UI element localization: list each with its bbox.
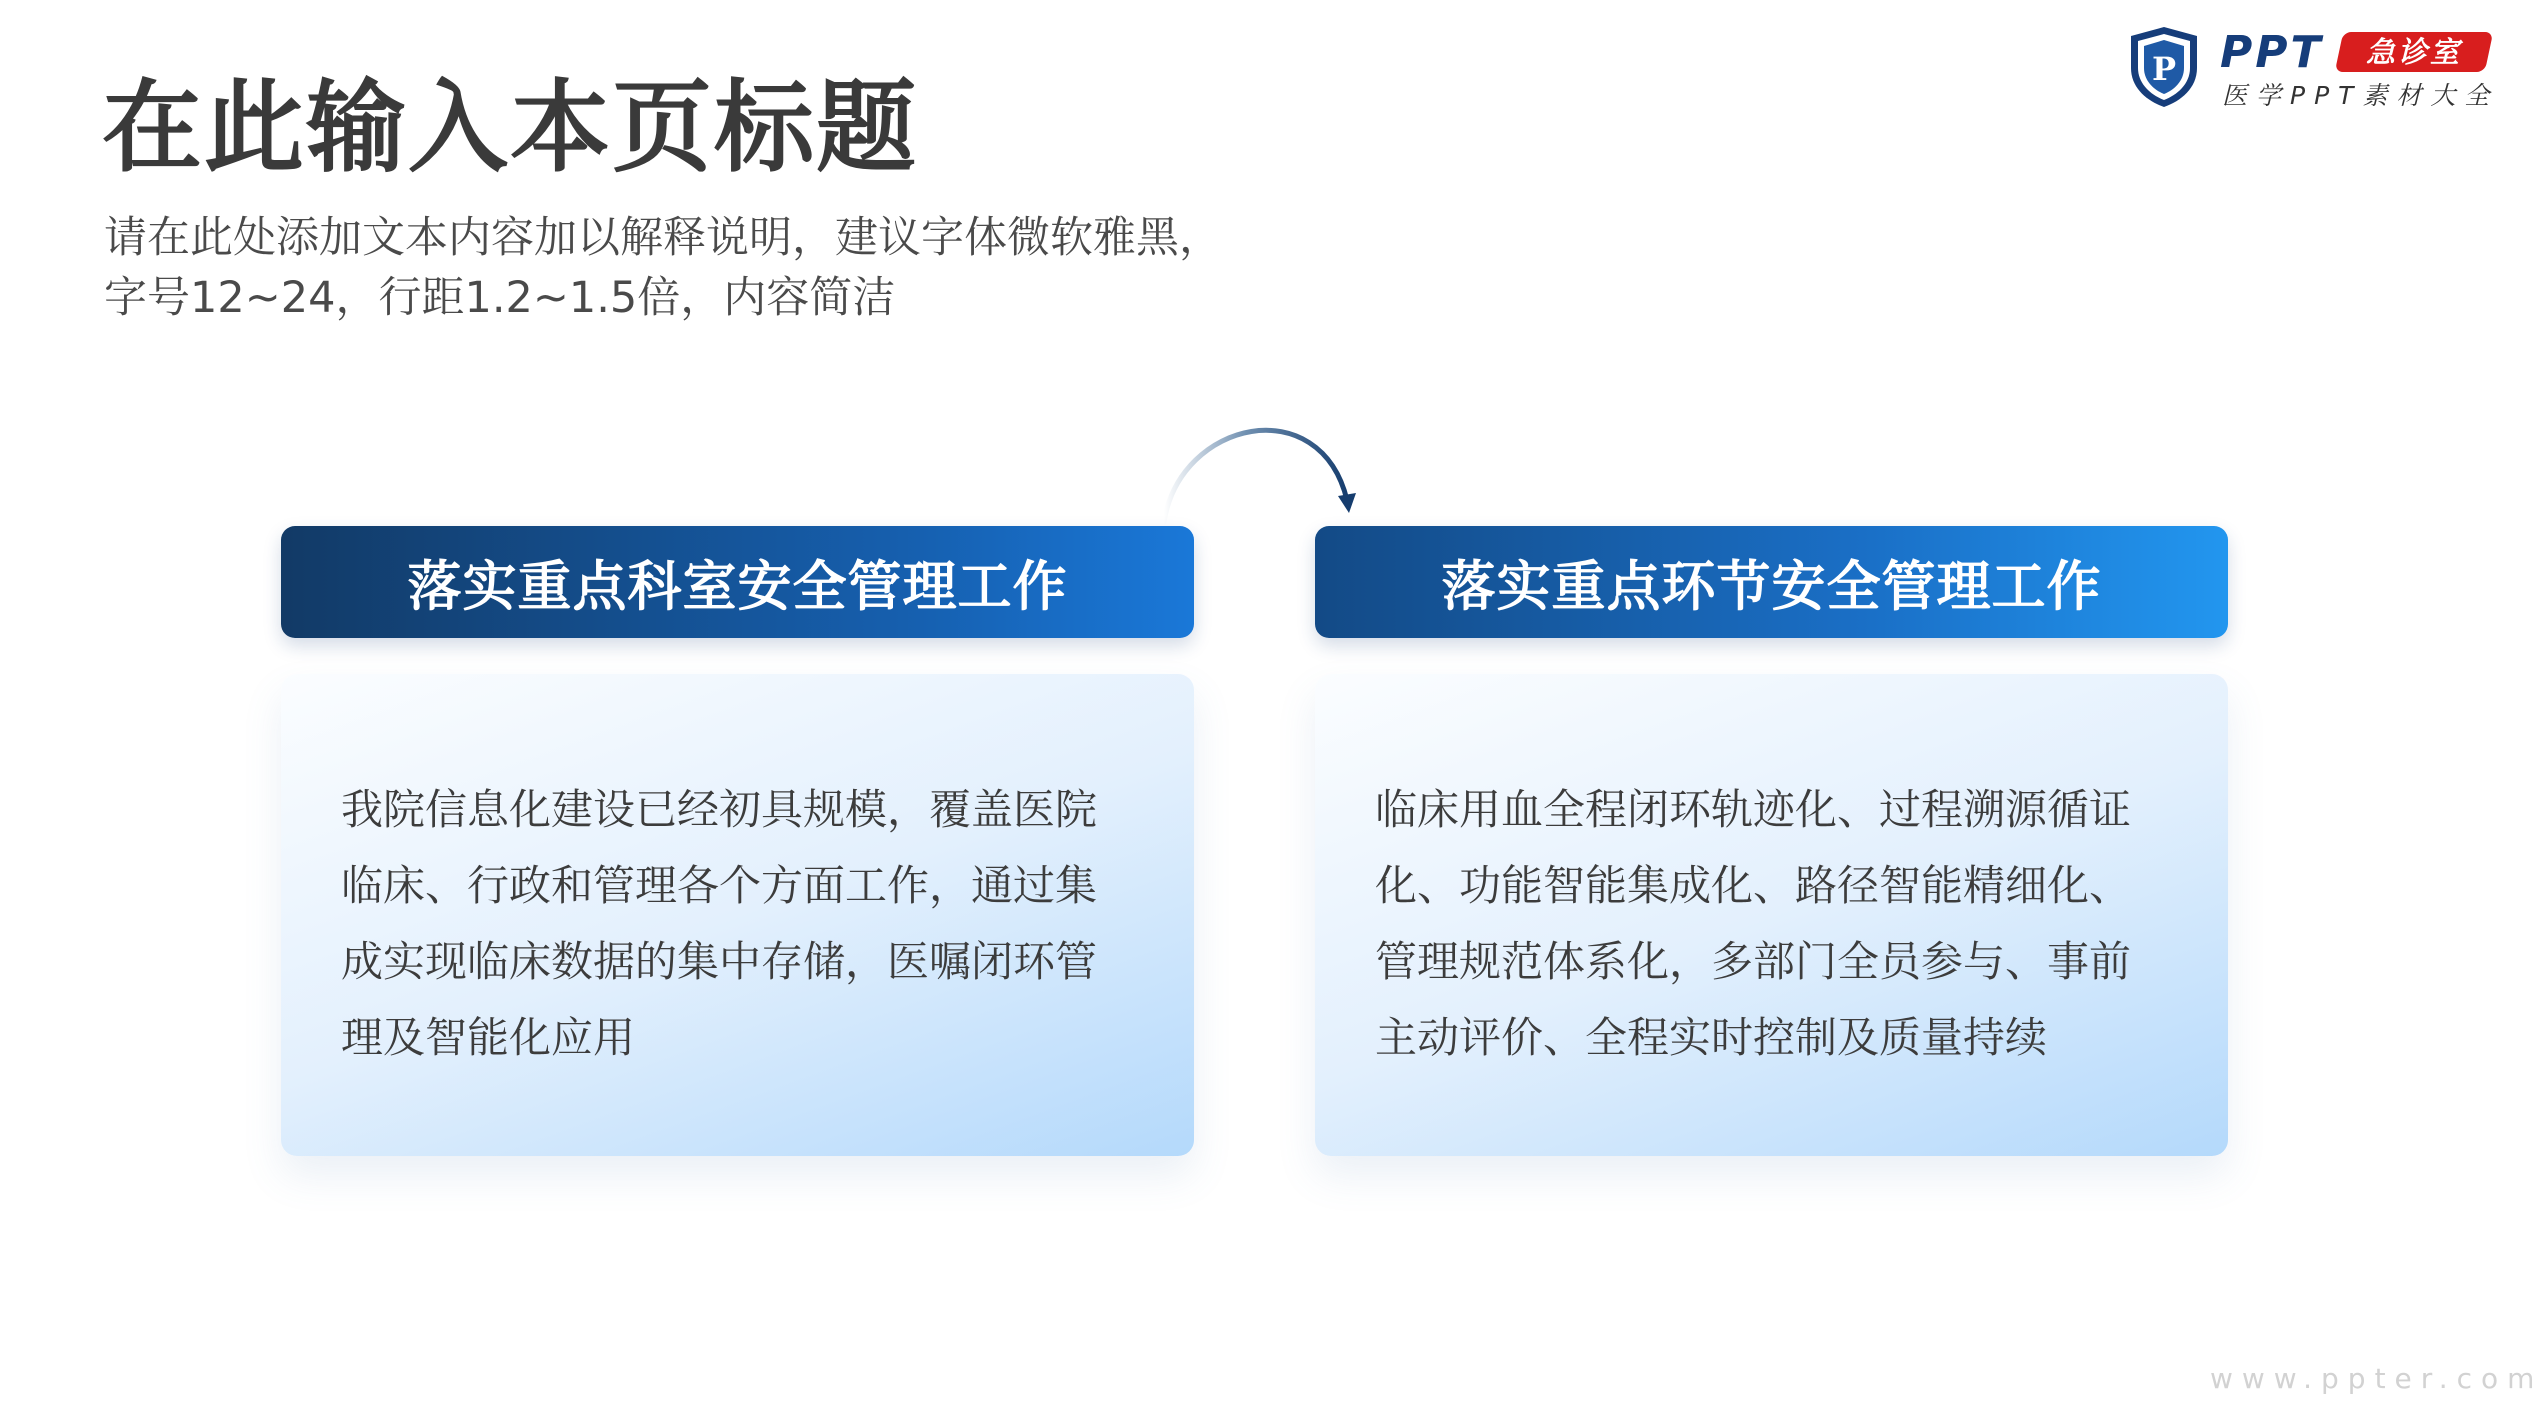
card-text-line: 化、功能智能集成化、路径智能精细化、 [1375,861,2132,910]
card-text-line: 主动评价、全程实时控制及质量持续 [1375,1013,2048,1062]
curved-arrow-icon [1150,400,1380,530]
logo-badge-text: 急诊室 [2365,35,2462,69]
card-text [1375,772,2185,1076]
card-text-line: 临床、行政和管理各个方面工作，通过集 [341,861,1098,910]
card-body-department-safety [281,674,1194,1156]
card-text-line: 理及智能化应用 [341,1013,636,1062]
shield-letter: P [2151,50,2177,88]
subtitle-line: 请在此处添加文本内容加以解释说明，建议字体微软雅黑， [104,213,1222,263]
shield-icon [2126,24,2202,110]
card-header-process-safety: 落实重点环节安全管理工作 [1315,526,2228,638]
card-text [341,772,1151,1076]
card-header-department-safety: 落实重点科室安全管理工作 [281,526,1194,638]
card-text-line: 我院信息化建设已经初具规模，覆盖医院 [341,785,1098,834]
logo-ppt-text: PPT [2220,27,2324,78]
site-watermark: www.ppter.com [2210,1362,2543,1395]
brand-logo [2126,24,2499,114]
subtitle-line: 字号12~24，行距1.2~1.5倍，内容简洁 [104,273,896,323]
card-text-line: 管理规范体系化，多部门全员参与、事前 [1375,937,2132,986]
card-text-line: 临床用血全程闭环轨迹化、过程溯源循证 [1375,785,2132,834]
logo-tagline: 医学PPT素材大全 [2222,81,2499,110]
card-body-process-safety [1315,674,2228,1156]
card-text-line: 成实现临床数据的集中存储，医嘱闭环管 [341,937,1098,986]
page-title: 在此输入本页标题 [102,69,918,186]
page-subtitle [104,208,1304,328]
